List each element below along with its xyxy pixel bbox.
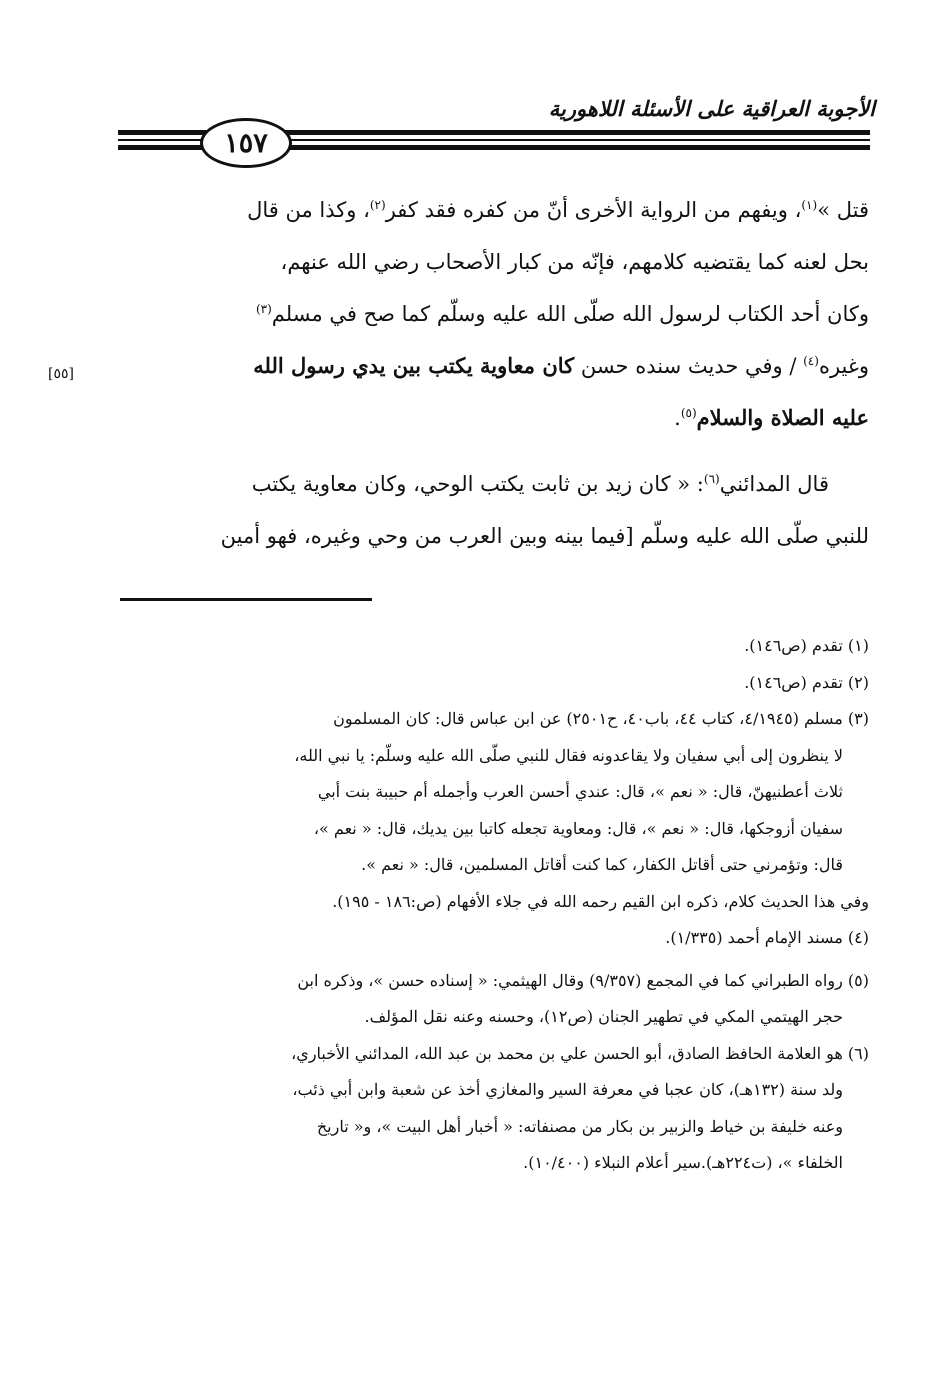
body-line: عليه الصلاة والسلام$^{(٥)}$. [674,405,869,430]
footnote-3-line: ثلاث أعطنيهنّ، قال: « نعم »، قال: عندي أحسن العرب وأجمله أم حبيبة بنت أبي [317,782,843,801]
body-line: وكان أحد الكتاب لرسول الله صلّى الله عليه وسلّم كما صح في مسلم$^{(٣)}$ [255,302,869,326]
body-line: بحل لعنه كما يقتضيه كلامهم، فإنّه من كبار الأصحاب رضي الله عنهم، [280,250,869,274]
page-number [200,118,292,168]
margin-page-reference: [٥٥] [48,366,74,382]
footnote-marker: (٣) [255,302,272,316]
footnote-marker: (٢) [369,198,386,212]
footnote-separator [120,598,372,601]
footnote-6-line: الخلفاء »، (ت٢٢٤هـ).سير أعلام النبلاء (١٠/٤٠٠). [523,1153,843,1172]
footnote-5-line: حجر الهيتمي المكي في تطهير الجنان (ص١٢)، وحسنه وعنه نقل المؤلف. [364,1007,843,1026]
footnote-6: (٦) هو العلامة الحافظ الصادق، أبو الحسن علي بن محمد بن عبد الله، المدائني الأخباري، [291,1043,869,1063]
footnote-3-line: قال: وتؤمرني حتى أقاتل الكفار، كما كنت أقاتل المسلمين، قال: « نعم ». [361,855,843,874]
footnote-1: (١) تقدم (ص١٤٦). [744,636,869,655]
body-line: وغيره$^{(٤)}$ / وفي حديث سنده حسن كان معاوية يكتب بين يدي رسول الله [253,353,869,378]
footnote-6-line: وعنه خليفة بن خياط والزبير بن بكار من مصنفاته: « أخبار أهل البيت »، و« تاريخ [316,1116,843,1136]
footnote-4: (٤) مسند الإمام أحمد (١/٣٣٥). [665,928,869,947]
running-title: الأجوبة العراقية على الأسئلة اللاهورية [548,96,875,121]
body-line: للنبي صلّى الله عليه وسلّم [فيما بينه وبين العرب من وحي وغيره، فهو أمين [220,524,869,548]
footnote-3-line: سفيان أزوجكها، قال: « نعم »، قال: ومعاوية تجعله كاتبا بين يديك، قال: « نعم »، [313,818,843,838]
footnotes [116,628,869,1182]
footnote-3: (٣) مسلم (٤/١٩٤٥، كتاب ٤٤، باب٤٠، ح٢٥٠١) عن ابن عباس قال: كان المسلمون [333,709,869,728]
footnote-3-line: لا ينظرون إلى أبي سفيان ولا يقاعدونه فقال للنبي صلّى الله عليه وسلّم: يا نبي الله، [294,745,843,765]
footnote-marker: (١) [801,198,818,212]
bold-hadith-text: عليه الصلاة والسلام [696,405,869,430]
main-text [116,184,869,562]
footnote-marker: (٥) [680,406,697,420]
footnote-3-note: وفي هذا الحديث كلام، ذكره ابن القيم رحمه الله في جلاء الأفهام (ص:١٨٦ - ١٩٥). [332,891,869,911]
footnote-marker: (٦) [703,472,720,486]
body-line: قال المدائني$^{(٦)}$: « كان زيد بن ثابت يكتب الوحي، وكان معاوية يكتب [251,472,829,496]
footnote-2: (٢) تقدم (ص١٤٦). [744,672,869,692]
body-line: قتل »$^{(١)}$، ويفهم من الرواية الأخرى أنّ من كفره فقد كفر$^{(٢)}$، وكذا من قال [247,198,869,222]
footnote-6-line: ولد سنة (١٣٢هـ)، كان عجبا في معرفة السير والمغازي أخذ عن شعبة وابن أبي ذئب، [292,1080,843,1099]
footnote-marker: (٤) [803,354,819,368]
page-number-text: ١٥٧ [224,127,268,159]
footnote-5: (٥) رواه الطبراني كما في المجمع (٩/٣٥٧) وقال الهيثمي: « إسناده حسن »، وذكره ابن [297,970,869,990]
paragraph-gap [116,444,869,458]
bold-hadith-text: كان معاوية يكتب بين يدي رسول الله [253,353,575,378]
